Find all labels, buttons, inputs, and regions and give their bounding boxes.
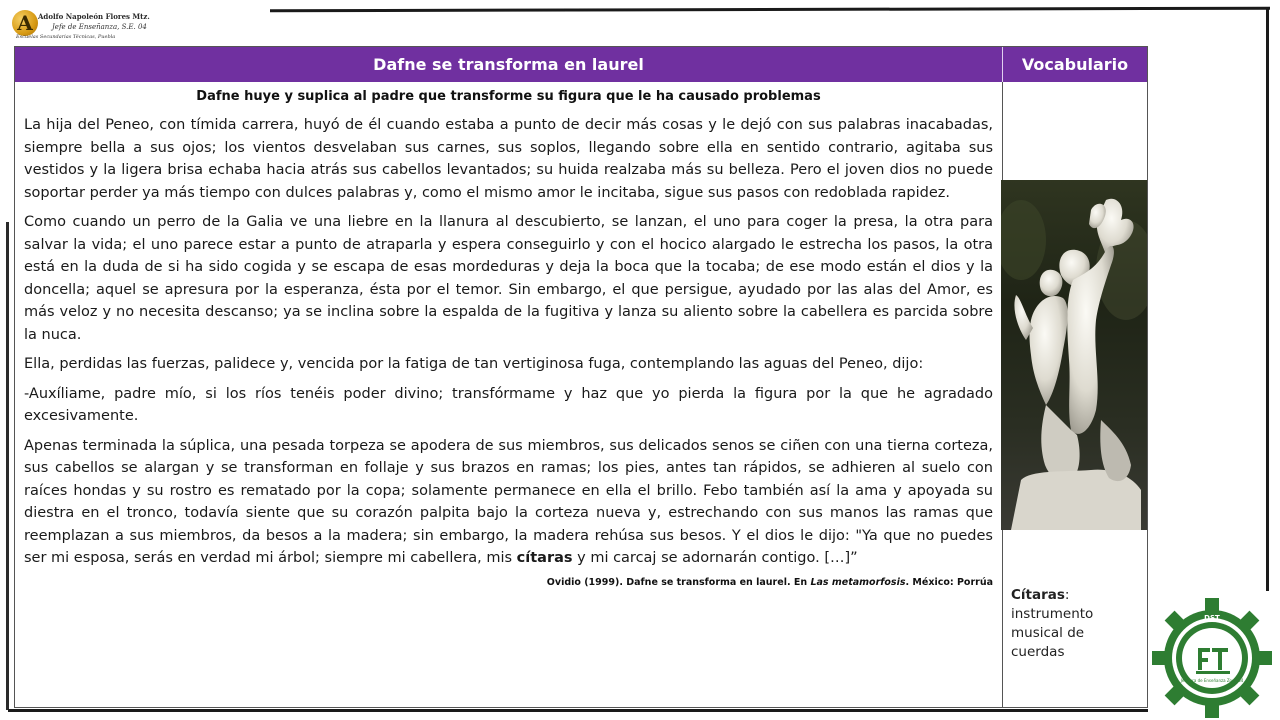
vocabulary-entry [1011, 586, 1139, 662]
vocabulary-colon: : [1064, 587, 1070, 603]
seal-inner-text: Jefatura de Enseñanza Zona 04 [1180, 678, 1244, 683]
paragraph-text: Apenas terminada la súplica, una pesada torpeza se apodera de sus miembros, sus delicados senos se ciñen con una tierna corteza, sus cabellos se alargan y se transforman en follaje y sus brazos en ramas; los pies, antes tan rápidos, se adhieren al suelo con raíces hondas y su rostro es rematado por la copa; solamente permanece en ella el brillo. Febo también así la ama y apoyada su diestra en el tronco, todavía siente que su corazón palpita bajo la corteza nueva y, estrechando con sus manos las ramas que reemplazan a sus miembros, da besos a la madera; sin embargo, la madera rehúsa sus besos. Y el dios le dijo: "Ya que no puedes ser mi esposa, serás en verdad mi árbol; siempre mi cabellera, mis [24, 437, 993, 566]
paragraph: Ella, perdidas las fuerzas, palidece y, vencida por la fatiga de tan vertiginosa fuga, contemplando las aguas del Peneo, dijo: [24, 356, 924, 372]
vocabulary-definition: instrumento musical de cuerdas [1011, 606, 1094, 660]
reading-table [14, 46, 1148, 708]
frame-top-line [270, 7, 1270, 13]
paragraph: La hija del Peneo, con tímida carrera, huyó de él cuando estaba a punto de decir más cosas y le dejó con sus palabras inacabadas, siempre bella a sus ojos; los vientos desvelaban sus carnes, sus soplos, llegando sobre ella en sentido contrario, agitaba sus vestidos y la ligera brisa echaba hacia atrás sus cabellos levantados; su huida realzaba más su belleza. Pero el joven dios no puede soportar perder ya más tiempo con dulces palabras y, como el mismo amor le incitaba, sigue sus pasos con redoblada rapidez. [24, 117, 993, 201]
citation-publisher: . México: Porrúa [905, 576, 993, 588]
reading-subtitle: Dafne huye y suplica al padre que transforme su figura que le ha causado problemas [196, 89, 821, 104]
citation-text: Ovidio (1999). Dafne se transforma en laurel. En [546, 576, 808, 588]
frame-right-line [1266, 9, 1269, 591]
author-logo [8, 6, 158, 46]
frame-left-line [6, 222, 9, 710]
frame-bottom-line [8, 709, 1148, 712]
seal-top-text: DST [1204, 614, 1220, 622]
citation-book: Las metamorfosis [810, 576, 906, 588]
table-header-vocabulary: Vocabulario [1003, 47, 1147, 82]
logo-circle: A [12, 10, 38, 36]
apollo-daphne-statue-image [1001, 180, 1147, 530]
citation [24, 577, 993, 588]
logo-role: Jefe de Enseñanza, S.E. 04 [52, 23, 147, 31]
paragraph-text-end: y mi carcaj se adornarán contigo. […]” [577, 550, 858, 566]
vocabulary-term: Cítaras [1011, 587, 1065, 603]
paragraph: -Auxíliame, padre mío, si los ríos tenéis poder divino; transfórmame y haz que yo pierda la figura por la que he agradado excesivamente. [24, 385, 993, 424]
logo-school: Escuelas Secundarias Técnicas, Puebla [16, 34, 116, 40]
paragraph-last [24, 435, 993, 570]
logo-name: Adolfo Napoleón Flores Mtz. [38, 12, 150, 21]
school-seal-logo [1152, 598, 1272, 718]
paragraph: Como cuando un perro de la Galia ve una liebre en la llanura al descubierto, se lanzan, el uno para coger la presa, la otra para salvar la vida; el uno parece estar a punto de atraparla y espera conseguirlo y con el hocico alargado le estrecha los pasos, la otra está en la duda de si ha sido cogida y se escapa de esas mordeduras y deja la boca que la tocaba; de ese modo están el dios y la doncella; aquel se apresura por la esperanza, ésta por el temor. Sin embargo, el que persigue, ayudado por las alas del Amor, es más veloz y no necesita descanso; ya se inclina sobre la espalda de la fugitiva y lanza su aliento sobre la cabellera es parcida sobre la nuca. [24, 214, 993, 343]
vocab-term-highlight: cítaras [516, 550, 573, 566]
table-header-title: Dafne se transforma en laurel [15, 47, 1003, 82]
reading-content [24, 82, 993, 588]
